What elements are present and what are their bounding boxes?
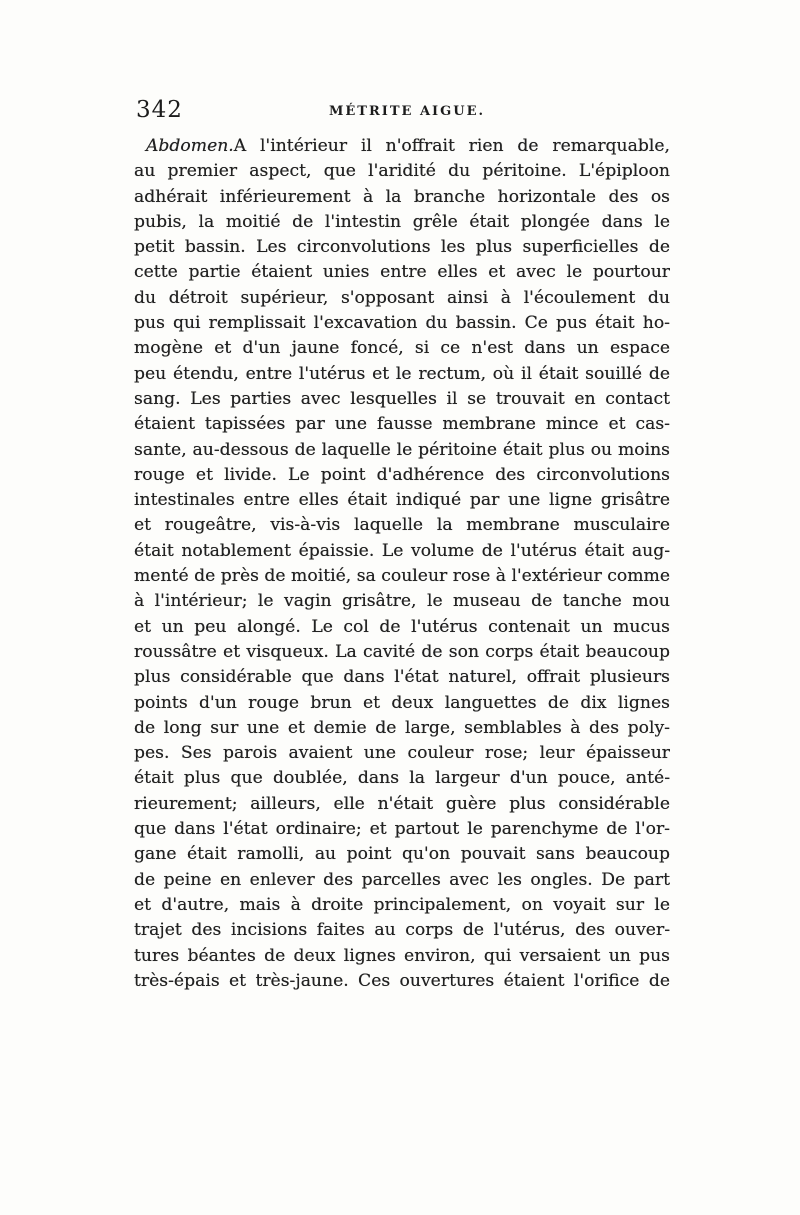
text-line: mogène et d'un jaune foncé, si ce n'est dans un espace: [134, 338, 670, 359]
text-line: adhérait inférieurement à la branche horizontale des os: [134, 186, 670, 207]
text-line: menté de près de moitié, sa couleur rose à l'extérieur comme: [134, 566, 670, 587]
text-line: pus qui remplissait l'excavation du bassin. Ce pus était ho-: [134, 313, 670, 334]
section-lead-word: Abdomen.: [146, 136, 234, 156]
text-line: plus considérable que dans l'état naturel, offrait plusieurs: [134, 667, 670, 688]
text-line: à l'intérieur; le vagin grisâtre, le museau de tanche mou: [134, 591, 670, 612]
text-line: tures béantes de deux lignes environ, qui versaient un pus: [134, 945, 670, 966]
text-line: très-épais et très-jaune. Ces ouvertures étaient l'orifice de: [134, 970, 670, 991]
text-line: Abdomen.A l'intérieur il n'offrait rien de remarquable,: [146, 136, 670, 156]
text-line: de peine en enlever des parcelles avec les ongles. De part: [134, 869, 670, 890]
text-line: peu étendu, entre l'utérus et le rectum, où il était souillé de: [134, 363, 670, 384]
text-line: rieurement; ailleurs, elle n'était guère plus considérable: [134, 793, 670, 814]
text-line: sang. Les parties avec lesquelles il se trouvait en contact: [134, 388, 670, 409]
text-line: sante, au-dessous de laquelle le péritoine était plus ou moins: [134, 439, 670, 460]
text-line: étaient tapissées par une fausse membrane mince et cas-: [134, 414, 670, 435]
text-line: était plus que doublée, dans la largeur d'un pouce, anté-: [134, 768, 670, 789]
text-line: rouge et livide. Le point d'adhérence des circonvolutions: [134, 464, 670, 485]
text-line: était notablement épaissie. Le volume de l'utérus était aug-: [134, 540, 670, 561]
text-line: et un peu alongé. Le col de l'utérus contenait un mucus: [134, 616, 670, 637]
body-text: [134, 134, 670, 994]
page-number: 342: [136, 97, 183, 123]
text-line: pubis, la moitié de l'intestin grêle était plongée dans le: [134, 211, 670, 232]
text-line: petit bassin. Les circonvolutions les plus superficielles de: [134, 237, 670, 258]
text-line: intestinales entre elles était indiqué par une ligne grisâtre: [134, 490, 670, 511]
text-line: cette partie étaient unies entre elles et avec le pourtour: [134, 262, 670, 283]
text-line: du détroit supérieur, s'opposant ainsi à l'écoulement du: [134, 287, 670, 308]
text-line: gane était ramolli, au point qu'on pouvait sans beaucoup: [134, 844, 670, 865]
text-line: et d'autre, mais à droite principalement, on voyait sur le: [134, 894, 670, 915]
text-line: pes. Ses parois avaient une couleur rose; leur épaisseur: [134, 743, 670, 764]
text-line: que dans l'état ordinaire; et partout le parenchyme de l'or-: [134, 819, 670, 840]
running-title: MÉTRITE AIGUE.: [329, 104, 486, 119]
text-line: de long sur une et demie de large, semblables à des poly-: [134, 717, 670, 738]
text-line: trajet des incisions faites au corps de l'utérus, des ouver-: [134, 920, 670, 941]
text-line: au premier aspect, que l'aridité du péritoine. L'épiploon: [134, 161, 670, 182]
text-line: et rougeâtre, vis-à-vis laquelle la membrane musculaire: [134, 515, 670, 536]
text-line: points d'un rouge brun et deux languettes de dix lignes: [134, 692, 670, 713]
text-line: roussâtre et visqueux. La cavité de son corps était beaucoup: [134, 641, 670, 662]
page-header: [136, 97, 666, 127]
